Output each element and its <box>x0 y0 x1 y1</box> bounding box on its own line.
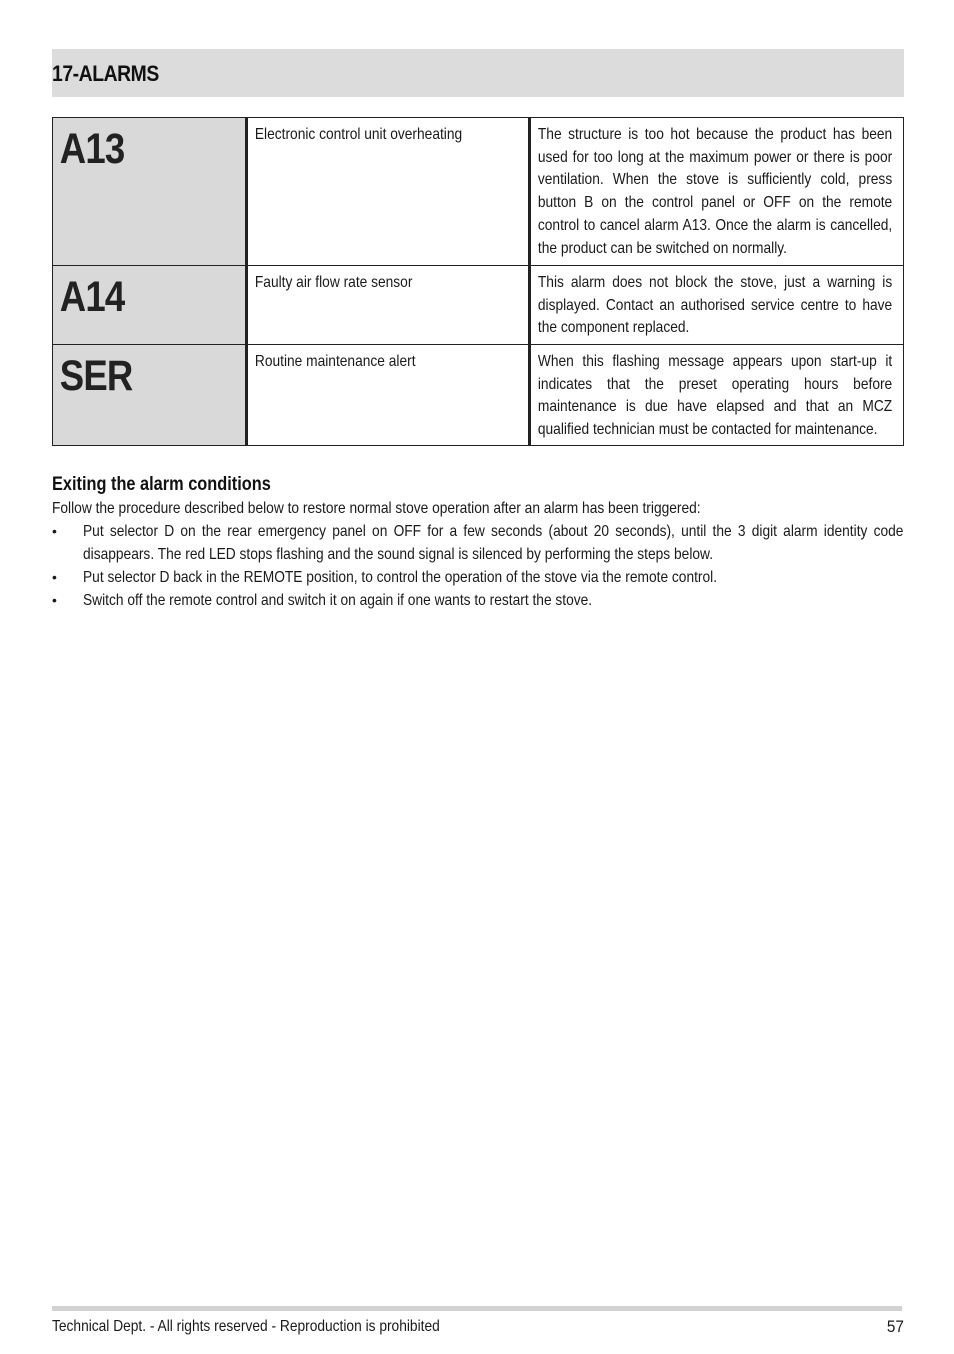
exit-steps-list <box>52 520 902 612</box>
list-item <box>52 520 902 566</box>
alarm-code-cell <box>53 118 247 266</box>
list-item <box>52 589 902 612</box>
exit-heading: Exiting the alarm conditions <box>52 474 271 495</box>
table-row <box>53 345 904 446</box>
section-header <box>52 49 904 97</box>
alarm-code-cell <box>53 345 247 446</box>
section-title: 17-ALARMS <box>52 61 159 86</box>
alarm-explanation: When this flashing message appears upon start-up it indicates that the preset operating hours before maintenance is due have elapsed and that an MCZ qualified technician must be contacted for maintenance. <box>537 353 893 439</box>
alarm-explanation: The structure is too hot because the product has been used for too long at the maximum power or there is poor ventilation. When the stove is sufficiently cold, press button B on the control panel or OFF on the remote control to cancel alarm A13. Once the alarm is cancelled, the product can be switched on normally. <box>537 126 893 257</box>
alarm-description-cell <box>247 345 530 446</box>
alarm-code: A14 <box>59 273 125 321</box>
alarm-explanation-cell <box>530 118 904 266</box>
alarm-description-cell <box>247 118 530 266</box>
alarm-description: Electronic control unit overheating <box>254 126 463 143</box>
exit-intro: Follow the procedure described below to restore normal stove operation after an alarm has been triggered: <box>52 500 701 517</box>
list-item <box>52 566 902 589</box>
alarm-description-cell <box>247 266 530 345</box>
alarm-description: Faulty air flow rate sensor <box>254 274 413 291</box>
list-item-text: Put selector D back in the REMOTE position, to control the operation of the stove via the remote control. <box>83 569 718 586</box>
footer-text: Technical Dept. - All rights reserved - Reproduction is prohibited <box>52 1318 440 1335</box>
alarm-code-cell <box>53 266 247 345</box>
bullet-icon: • <box>52 592 57 608</box>
alarm-table <box>52 117 904 446</box>
alarm-code: A13 <box>59 125 125 173</box>
list-item-text: Put selector D on the rear emergency panel on OFF for a few seconds (about 20 seconds), until the 3 digit alarm identity code disappears. The red LED stops flashing and the sound signal is silenced by performing the steps below. <box>83 523 904 563</box>
footer-divider <box>52 1306 902 1311</box>
page-number: 57 <box>886 1317 904 1336</box>
alarm-explanation-cell <box>530 345 904 446</box>
bullet-icon: • <box>52 523 57 539</box>
alarm-code: SER <box>59 352 133 400</box>
table-row <box>53 266 904 345</box>
alarm-explanation: This alarm does not block the stove, just a warning is displayed. Contact an authorised service centre to have the component replaced. <box>537 274 893 337</box>
alarm-explanation-cell <box>530 266 904 345</box>
list-item-text: Switch off the remote control and switch it on again if one wants to restart the stove. <box>83 592 593 609</box>
exit-alarm-section <box>52 472 902 612</box>
alarm-description: Routine maintenance alert <box>254 353 416 370</box>
table-row <box>53 118 904 266</box>
bullet-icon: • <box>52 569 57 585</box>
